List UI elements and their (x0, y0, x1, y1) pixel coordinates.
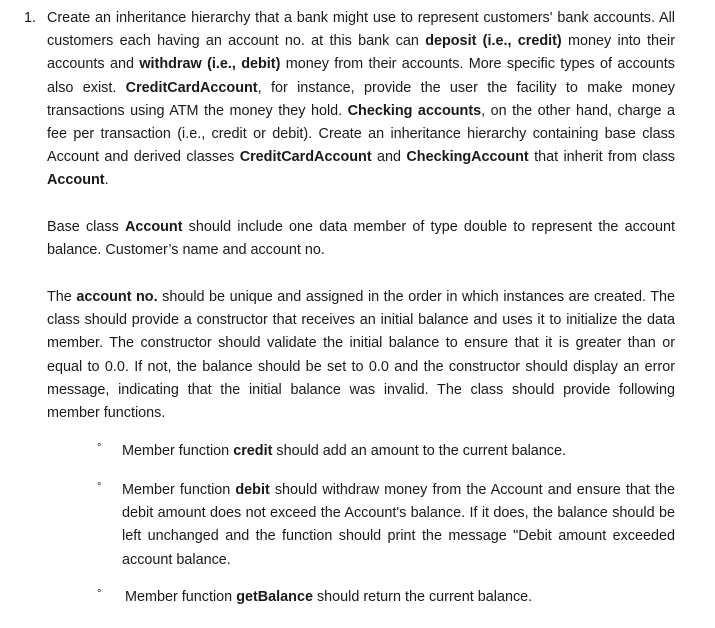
bold-text: withdraw (i.e., debit) (139, 56, 281, 73)
paragraph-account-no (47, 286, 675, 425)
text: . (104, 172, 109, 189)
bold-text: Checking accounts (347, 102, 482, 119)
list-item-debit (122, 479, 675, 572)
list-item-number: 1. (24, 10, 37, 26)
text: should withdraw money from the Account and ensure that the debit amount does not exceed the Account's balance. If it does, the balance should be left unchanged and the function should print the message "Debit amount exceeded account balance. (122, 482, 675, 568)
text: , on the other hand, charge a fee per transaction (i.e., credit or debit). Create an inheritance hierarchy containing base class Account and derived classes (47, 102, 675, 166)
bold-text: CheckingAccount (406, 149, 529, 166)
text: and (371, 149, 407, 166)
text: money into their accounts and (47, 33, 675, 73)
bold-text: Account (47, 172, 105, 189)
bullet-icon: ° (97, 442, 102, 454)
bold-text: Account (124, 219, 183, 235)
paragraph-intro (47, 7, 675, 193)
text: , for instance, provide the user the facility to make money transactions using ATM the money they hold. (47, 79, 675, 119)
list-item-getbalance (125, 586, 675, 609)
text: Member function (125, 589, 237, 605)
bullet-icon: ° (97, 588, 102, 600)
bold-text: getBalance (236, 589, 313, 605)
text: that inherit from class (528, 149, 675, 166)
text: should return the current balance. (312, 589, 533, 605)
text: money from their accounts. More specific types of accounts also exist. (47, 56, 675, 96)
bold-text: CreditCardAccount (239, 149, 372, 166)
text: should include one data member of type double to represent the account balance. Customer’s name and account no. (47, 219, 675, 259)
bold-text: debit (235, 482, 270, 498)
bold-text: CreditCardAccount (125, 79, 258, 96)
text: The (47, 289, 77, 305)
text: should add an amount to the current balance. (272, 443, 567, 459)
bold-text: credit (233, 443, 273, 459)
text: Create an inheritance hierarchy that a bank might use to represent customers' bank accounts. All customers each having an account no. at this bank can (47, 10, 675, 50)
text: Member function (122, 443, 234, 459)
list-item-credit (122, 440, 675, 463)
bold-text: deposit (i.e., credit) (425, 33, 562, 50)
bold-text: account no. (76, 289, 158, 305)
text: Member function (122, 482, 236, 498)
bullet-icon: ° (97, 481, 102, 493)
text: should be unique and assigned in the order in which instances are created. The class should provide a constructor that receives an initial balance and uses it to initialize the data member. The constructor should validate the initial balance to ensure that it is greater than or equal to 0.0. If not, the balance should be set to 0.0 and the constructor should display an error message, indicating that the initial balance was invalid. The class should provide following member functions. (47, 289, 676, 422)
paragraph-base-class (47, 216, 675, 262)
text: Base class (47, 219, 125, 235)
